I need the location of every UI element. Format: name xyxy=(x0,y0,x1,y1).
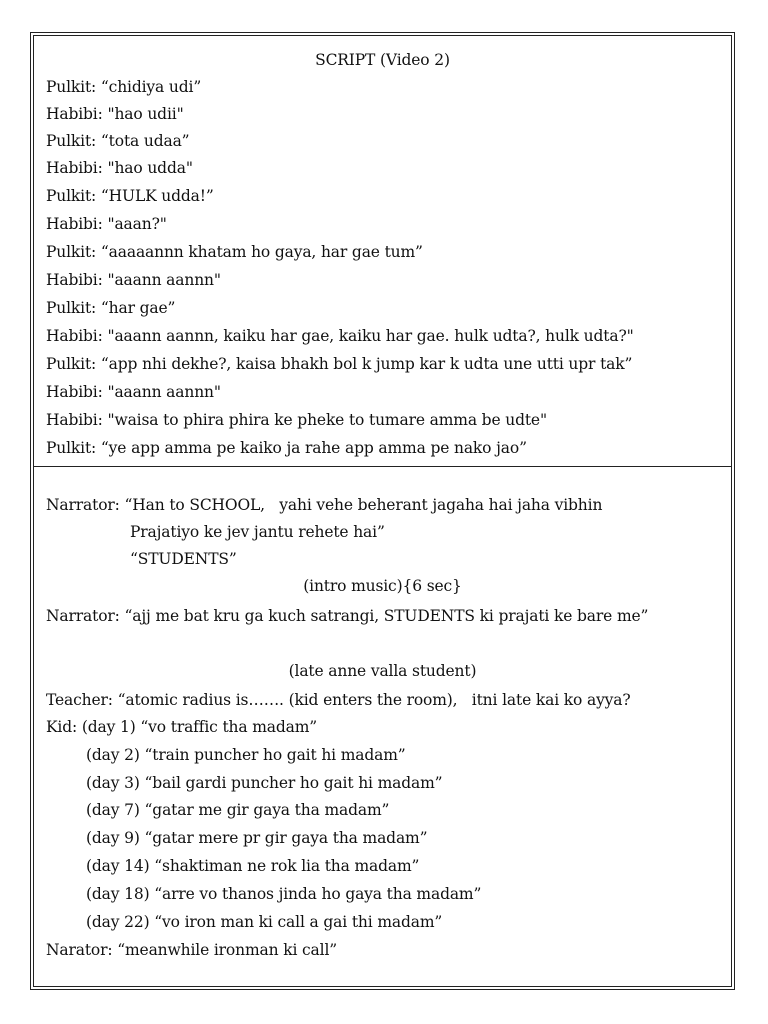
dialogue-text: “atomic radius is……. (kid enters the room), itni late kai ko ayya? xyxy=(117,691,631,709)
speaker-name: Narator: xyxy=(46,941,113,959)
speaker-name: Pulkit: xyxy=(46,355,97,373)
dialogue-line xyxy=(46,214,167,234)
narator-line xyxy=(46,940,337,960)
dialogue-text: "waisa to phira phira ke pheke to tumare amma be udte" xyxy=(107,411,547,429)
kid-excuse: (day 2) “train puncher ho gait hi madam” xyxy=(86,746,406,764)
dialogue-line xyxy=(46,354,632,374)
speaker-name: Teacher: xyxy=(46,691,113,709)
speaker-name: Narrator: xyxy=(46,607,120,625)
kid-excuse: (day 18) “arre vo thanos jinda ho gaya tha madam” xyxy=(86,885,482,903)
dialogue-text: "aaann aannn" xyxy=(107,383,221,401)
dialogue-line xyxy=(46,131,189,151)
speaker-name: Habibi: xyxy=(46,411,103,429)
dialogue-line xyxy=(46,382,221,402)
kid-excuse: (day 9) “gatar mere pr gir gaya tha madam” xyxy=(86,829,428,847)
dialogue-text: “chidiya udi” xyxy=(100,78,202,96)
dialogue-text: "hao udii" xyxy=(107,105,184,123)
dialogue-text: “Han to SCHOOL, yahi vehe beherant jagaha hai jaha vibhin xyxy=(124,496,603,514)
dialogue-line xyxy=(46,242,423,262)
kid-excuse: (day 7) “gatar me gir gaya tha madam” xyxy=(86,801,390,819)
section-divider xyxy=(33,466,732,467)
speaker-name: Habibi: xyxy=(46,327,103,345)
dialogue-line xyxy=(46,186,214,206)
speaker-name: Pulkit: xyxy=(46,78,97,96)
speaker-name: Pulkit: xyxy=(46,132,97,150)
speaker-name: Habibi: xyxy=(46,159,103,177)
dialogue-text: “aaaaannn khatam ho gaya, har gae tum” xyxy=(100,243,423,261)
dialogue-text: (day 1) “vo traffic tha madam” xyxy=(81,718,318,736)
kid-excuse: (day 22) “vo iron man ki call a gai thi madam” xyxy=(86,913,443,931)
dialogue-line xyxy=(46,104,184,124)
narrator-line xyxy=(46,495,602,515)
speaker-name: Pulkit: xyxy=(46,187,97,205)
scene-heading: (late anne valla student) xyxy=(288,662,477,680)
speaker-name: Habibi: xyxy=(46,215,103,233)
narrator-continuation: Prajatiyo ke jev jantu rehete hai” xyxy=(130,523,385,541)
dialogue-text: "hao udda" xyxy=(107,159,193,177)
dialogue-line xyxy=(46,326,634,346)
dialogue-line xyxy=(46,410,547,430)
dialogue-text: “tota udaa” xyxy=(100,132,190,150)
dialogue-text: “ye app amma pe kaiko ja rahe app amma pe nako jao” xyxy=(100,439,527,457)
speaker-name: Habibi: xyxy=(46,271,103,289)
dialogue-line xyxy=(46,158,193,178)
speaker-name: Habibi: xyxy=(46,105,103,123)
kid-excuse: (day 3) “bail gardi puncher ho gait hi madam” xyxy=(86,774,443,792)
speaker-name: Pulkit: xyxy=(46,243,97,261)
narrator-continuation: “STUDENTS” xyxy=(130,550,237,568)
dialogue-text: "aaan?" xyxy=(107,215,167,233)
dialogue-text: “meanwhile ironman ki call” xyxy=(117,941,338,959)
speaker-name: Narrator: xyxy=(46,496,120,514)
speaker-name: Pulkit: xyxy=(46,299,97,317)
dialogue-text: “HULK udda!” xyxy=(100,187,214,205)
speaker-name: Pulkit: xyxy=(46,439,97,457)
script-title: SCRIPT (Video 2) xyxy=(315,51,450,69)
speaker-name: Habibi: xyxy=(46,383,103,401)
teacher-line xyxy=(46,690,631,710)
dialogue-text: “ajj me bat kru ga kuch satrangi, STUDENTS ki prajati ke bare me” xyxy=(124,607,649,625)
stage-direction: (intro music){6 sec} xyxy=(303,577,462,595)
dialogue-text: “app nhi dekhe?, kaisa bhakh bol k jump kar k udta une utti upr tak” xyxy=(100,355,633,373)
narrator-line xyxy=(46,606,648,626)
dialogue-line xyxy=(46,270,221,290)
dialogue-text: "aaann aannn, kaiku har gae, kaiku har gae. hulk udta?, hulk udta?" xyxy=(107,327,634,345)
dialogue-text: “har gae” xyxy=(100,299,176,317)
kid-line xyxy=(46,717,317,737)
dialogue-line xyxy=(46,298,175,318)
dialogue-text: "aaann aannn" xyxy=(107,271,221,289)
dialogue-line xyxy=(46,77,201,97)
speaker-name: Kid: xyxy=(46,718,78,736)
dialogue-line xyxy=(46,438,527,458)
kid-excuse: (day 14) “shaktiman ne rok lia tha madam” xyxy=(86,857,420,875)
